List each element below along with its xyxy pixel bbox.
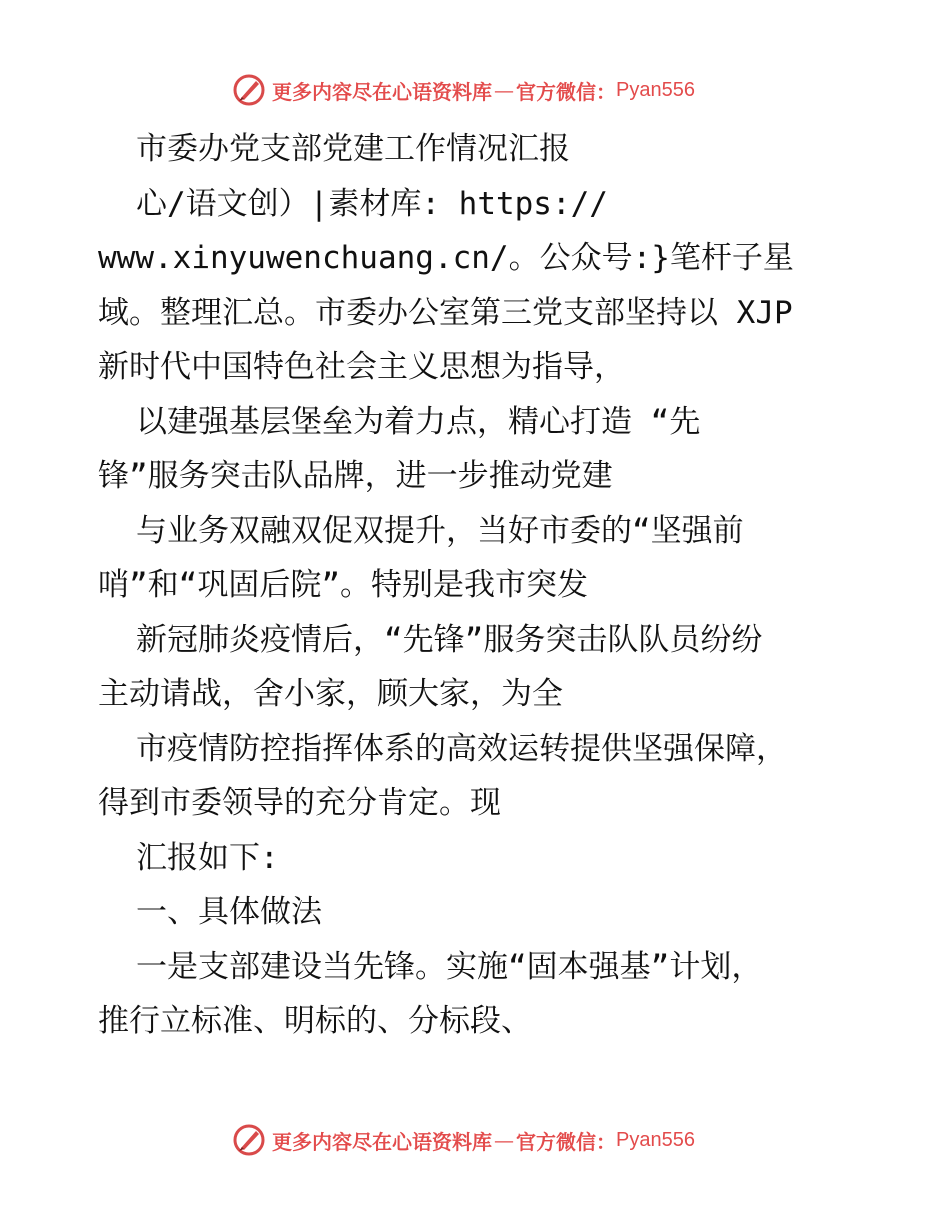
watermark-text: 更多内容尽在心语资料库 xyxy=(272,1129,492,1154)
text-line: 心/语文创）|素材库: https:// xyxy=(136,185,608,222)
footer-watermark xyxy=(232,1120,695,1160)
watermark-wechat-id: Pyan556 xyxy=(616,1128,695,1151)
watermark-wechat-id: Pyan556 xyxy=(616,78,695,101)
watermark-separator: — xyxy=(494,78,514,102)
text-line: 与业务双融双促双提升，当好市委的“坚强前 xyxy=(136,512,744,549)
text-line: 锋”服务突击队品牌，进一步推动党建 xyxy=(98,458,613,494)
text-line: 得到市委领导的充分肯定。现 xyxy=(98,785,501,821)
text-line: www.xinyuwenchuang.cn/。公众号:}笔杆子星 xyxy=(98,240,794,276)
text-line: 哨”和“巩固后院”。特别是我市突发 xyxy=(98,567,588,603)
text-line: 一、具体做法 xyxy=(136,894,322,930)
quill-pen-icon xyxy=(232,73,266,107)
text-line: 汇报如下: xyxy=(136,839,279,876)
header-watermark xyxy=(232,70,695,110)
text-line: 新时代中国特色社会主义思想为指导， xyxy=(98,349,625,385)
text-line: 域。整理汇总。市委办公室第三党支部坚持以 XJP xyxy=(98,294,793,331)
text-line: 主动请战，舍小家，顾大家，为全 xyxy=(98,676,563,712)
text-line: 市疫情防控指挥体系的高效运转提供坚强保障， xyxy=(136,730,787,767)
watermark-separator: — xyxy=(494,1128,514,1152)
watermark-text: 更多内容尽在心语资料库 xyxy=(272,79,492,104)
quill-pen-icon xyxy=(232,1123,266,1157)
text-line: 新冠肺炎疫情后，“先锋”服务突击队队员纷纷 xyxy=(136,621,763,658)
watermark-official: 官方微信： xyxy=(516,1129,616,1154)
watermark-official: 官方微信： xyxy=(516,79,616,104)
text-line: 以建强基层堡垒为着力点，精心打造 “先 xyxy=(136,403,701,440)
text-line: 一是支部建设当先锋。实施“固本强基”计划， xyxy=(136,948,763,985)
text-line: 推行立标准、明标的、分标段、 xyxy=(98,1003,532,1039)
text-line: 市委办党支部党建工作情况汇报 xyxy=(136,131,570,167)
document-body xyxy=(98,122,888,1049)
